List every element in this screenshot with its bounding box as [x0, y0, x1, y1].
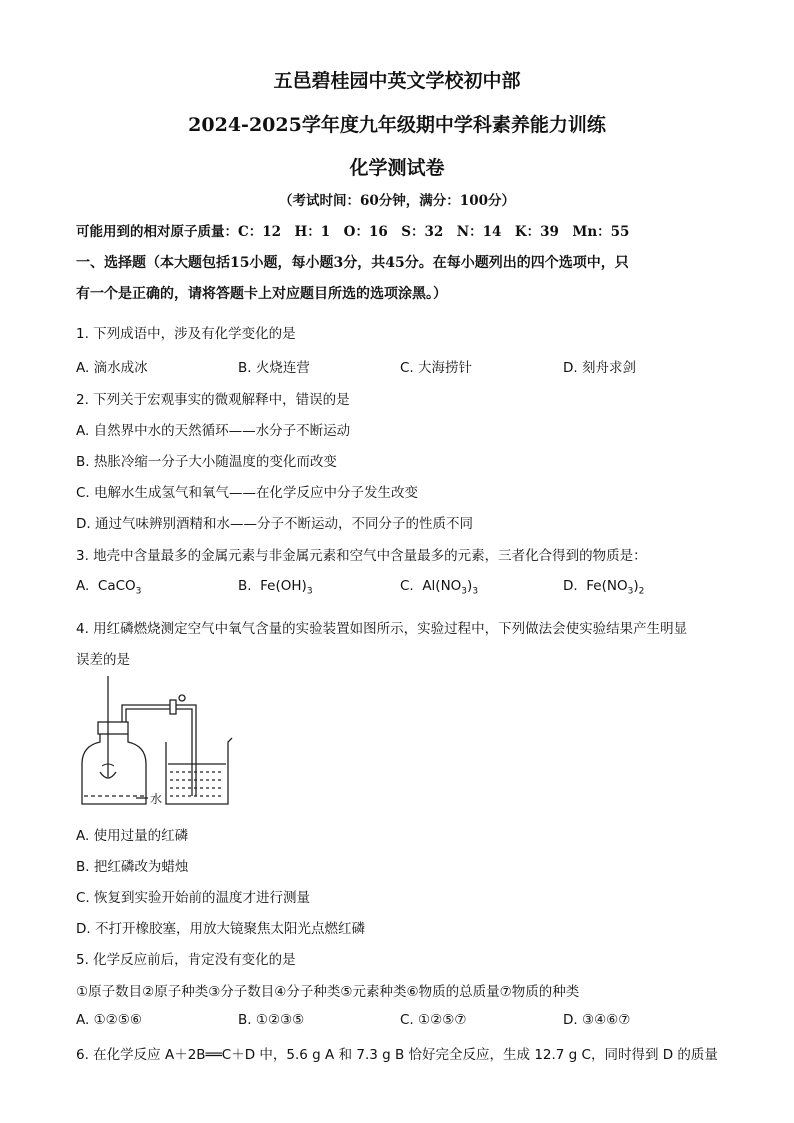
- q4-stem-line1: 4. 用红磷燃烧测定空气中氧气含量的实验装置如图所示，实验过程中，下列做法会使实验结果产生明显: [76, 621, 688, 637]
- q4-stem-line2: 误差的是: [76, 652, 130, 668]
- q4-option-d[interactable]: D. 不打开橡胶塞，用放大镜聚焦太阳光点燃红磷: [76, 921, 365, 937]
- school-title: 五邑碧桂园中英文学校初中部: [273, 70, 521, 92]
- section-heading-line2: 有一个是正确的，请将答题卡上对应题目所选的选项涂黑。）: [76, 286, 447, 302]
- q2-option-b[interactable]: B. 热胀冷缩一分子大小随温度的变化而改变: [76, 454, 337, 470]
- q3-option-c[interactable]: C. $Al(NO_3)_3$: [400, 578, 479, 597]
- q1-option-b[interactable]: B. 火烧连营: [238, 360, 310, 376]
- q5-option-a[interactable]: A. ①②⑤⑥: [76, 1012, 142, 1028]
- q2-option-c[interactable]: C. 电解水生成氢气和氧气——在化学反应中分子发生改变: [76, 485, 419, 501]
- apparatus-figure: [76, 672, 246, 812]
- q3-option-a[interactable]: A. CaCO$_3$: [76, 578, 142, 597]
- gas-bottle: [82, 734, 146, 804]
- q4-option-a[interactable]: A. 使用过量的红磷: [76, 828, 189, 844]
- q2-option-a[interactable]: A. 自然界中水的天然循环——水分子不断运动: [76, 423, 351, 439]
- q2-stem: 2. 下列关于宏观事实的微观解释中，错误的是: [76, 392, 350, 408]
- q5-option-b[interactable]: B. ①②③⑤: [238, 1012, 305, 1028]
- subject-title: 化学测试卷: [349, 157, 445, 179]
- q5-option-c[interactable]: C. ①②⑤⑦: [400, 1012, 467, 1028]
- q3-option-d[interactable]: D. $Fe(NO_3)_2$: [563, 578, 645, 597]
- q1-option-a[interactable]: A. 滴水成冰: [76, 360, 148, 376]
- section-heading-line1: 一、选择题（本大题包括15小题，每小题3分，共45分。在每小题列出的四个选项中，只: [76, 255, 629, 271]
- q4-option-c[interactable]: C. 恢复到实验开始前的温度才进行测量: [76, 890, 311, 906]
- atomic-masses: 可能用到的相对原子质量：C：12 H：1 O：16 S：32 N：14 K：39 Mn：55: [76, 224, 630, 240]
- q4-option-b[interactable]: B. 把红磷改为蜡烛: [76, 859, 189, 875]
- exam-title: 2024-2025学年度九年级期中学科素养能力训练: [188, 114, 606, 136]
- q5-items: ①原子数目②原子种类③分子数目④分子种类⑤元素种类⑥物质的总质量⑦物质的种类: [76, 984, 580, 1000]
- q5-option-d[interactable]: D. ③④⑥⑦: [563, 1012, 631, 1028]
- q1-stem: 1. 下列成语中，涉及有化学变化的是: [76, 326, 296, 342]
- q6-stem: 6. 在化学反应 A＋2B══C＋D 中，5.6 g A 和 7.3 g B 恰好完全反应，生成 12.7 g C，同时得到 D 的质量: [76, 1047, 718, 1063]
- q5-stem: 5. 化学反应前后，肯定没有变化的是: [76, 952, 296, 968]
- q1-option-d[interactable]: D. 刻舟求剑: [563, 360, 636, 376]
- rubber-stopper: [98, 722, 128, 734]
- beaker: [166, 738, 232, 804]
- q3-option-b[interactable]: B. $Fe(OH)_3$: [238, 578, 313, 597]
- exam-time-info: （考试时间：60分钟，满分：100分）: [279, 193, 515, 209]
- q3-stem: 3. 地壳中含量最多的金属元素与非金属元素和空气中含量最多的元素，三者化合得到的物质是：: [76, 548, 647, 564]
- q2-option-d[interactable]: D. 通过气味辨别酒精和水——分子不断运动，不同分子的性质不同: [76, 516, 473, 532]
- water-label: 水: [150, 792, 163, 806]
- q1-option-c[interactable]: C. 大海捞针: [400, 360, 473, 376]
